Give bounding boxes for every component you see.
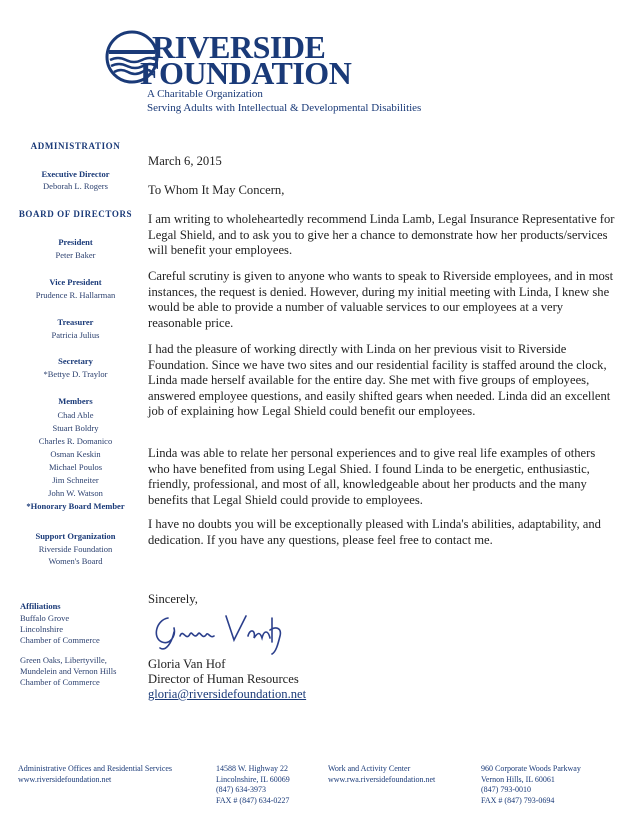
footer-line: Lincolnshire, IL 60069 — [216, 774, 290, 784]
footer-link[interactable]: www.rwa.riversidefoundation.net — [328, 774, 436, 784]
honorary-note: *Honorary Board Member — [26, 501, 125, 511]
handwritten-signature — [150, 608, 290, 656]
secretary-name: *Bettye D. Traylor — [43, 369, 108, 379]
signer-title: Director of Human Resources — [148, 672, 299, 686]
footer-line: FAX # (847) 634-0227 — [216, 795, 290, 805]
support-line: Women's Board — [48, 556, 103, 566]
signer-email-link[interactable]: gloria@riversidefoundation.net — [148, 687, 307, 701]
footer-line: (847) 634-3973 — [216, 785, 266, 794]
affiliation-line: Chamber of Commerce — [20, 635, 100, 645]
letter-paragraph-4: Linda was able to relate her personal experiences and to give real life examples of others who have benefited from using Legal Shied. I found Linda to be energetic, enthusiastic, friendly, professional, and most of all, knowledgeable about her products and the many benefits that Legal Shield could provide to employees. — [148, 446, 596, 507]
vice-president-role: Vice President — [49, 277, 102, 287]
affiliation-line: Mundelein and Vernon Hills — [20, 666, 117, 676]
affiliation-line: Buffalo Grove — [20, 613, 70, 623]
member-name: John W. Watson — [48, 488, 103, 498]
letter-salutation: To Whom It May Concern, — [148, 183, 285, 197]
footer-col-4 — [481, 764, 616, 806]
letter-paragraph-5: I have no doubts you will be exceptionally pleased with Linda's abilities, adaptability, and dedication. If you have any questions, please feel free to contact me. — [148, 517, 601, 547]
executive-director-name: Deborah L. Rogers — [43, 181, 108, 191]
member-name: Osman Keskin — [50, 449, 101, 459]
footer-line: Vernon Hills, IL 60061 — [481, 774, 555, 784]
footer-line: 960 Corporate Woods Parkway — [481, 764, 581, 773]
affiliation-line: Chamber of Commerce — [20, 677, 100, 687]
letter-paragraph-3: I had the pleasure of working directly with Linda on her previous visit to Riverside Foundation. Since we have two sites and our residential facility is staffed around the clock, Linda made herself available for the entire day. She met with five groups of employees, answered employee questions, and easily shifted gears when needed. Linda did an excellent job of explaining how Legal Shield could benefit our employees. — [148, 342, 611, 419]
executive-director-role: Executive Director — [41, 169, 110, 179]
member-name: Chad Able — [57, 410, 94, 420]
footer-line: FAX # (847) 793-0694 — [481, 795, 555, 805]
footer-col-3 — [328, 764, 468, 785]
administration-heading: ADMINISTRATION — [30, 141, 121, 151]
letter-date: March 6, 2015 — [148, 154, 222, 168]
logo-text-foundation: FOUNDATION — [140, 55, 352, 91]
members-role: Members — [58, 396, 93, 406]
treasurer-role: Treasurer — [57, 317, 94, 327]
president-role: President — [58, 237, 93, 247]
footer-col-1 — [18, 764, 203, 785]
footer-link[interactable]: www.riversidefoundation.net — [18, 774, 112, 784]
tagline-line-2: Serving Adults with Intellectual & Developmental Disabilities — [147, 102, 422, 114]
logo-text-riverside: RIVERSIDE — [152, 29, 326, 65]
footer-col-2 — [216, 764, 321, 806]
footer-line: Administrative Offices and Residential Services — [18, 764, 173, 773]
footer-line: (847) 793-0010 — [481, 785, 531, 794]
tagline — [147, 87, 421, 115]
member-name: Jim Schneiter — [52, 475, 99, 485]
affiliations-role: Affiliations — [20, 601, 61, 611]
president-name: Peter Baker — [55, 250, 96, 260]
letter-paragraph-2: Careful scrutiny is given to anyone who wants to speak to Riverside employees, and in most instances, the request is denied. However, during my initial meeting with Linda, I knew she would be able to provide a number of valuable services to our employees at a very reasonable price. — [148, 269, 614, 330]
footer-line: 14588 W. Highway 22 — [216, 764, 288, 773]
affiliation-line: Lincolnshire — [20, 624, 63, 634]
letter-paragraph-1: I am writing to wholeheartedly recommend Linda Lamb, Legal Insurance Representative for Legal Shield, and to ask you to give her a chance to demonstrate how her products/services will benefit your employees. — [148, 212, 615, 258]
treasurer-name: Patricia Julius — [51, 330, 100, 340]
signer-email-row — [148, 687, 618, 703]
secretary-role: Secretary — [58, 356, 93, 366]
member-name: Charles R. Domanico — [38, 436, 113, 446]
letter-closing: Sincerely, — [148, 592, 198, 606]
support-organization-role: Support Organization — [35, 531, 116, 541]
footer-line: Work and Activity Center — [328, 764, 411, 773]
member-name: Michael Poulos — [48, 462, 103, 472]
member-name: Stuart Boldry — [52, 423, 99, 433]
affiliation-line: Green Oaks, Libertyville, — [20, 655, 107, 665]
signer-name: Gloria Van Hof — [148, 657, 226, 671]
tagline-line-1: A Charitable Organization — [147, 88, 263, 100]
support-line: Riverside Foundation — [38, 544, 113, 554]
board-heading: BOARD OF DIRECTORS — [18, 209, 133, 219]
vice-president-name: Prudence R. Hallarman — [35, 290, 116, 300]
